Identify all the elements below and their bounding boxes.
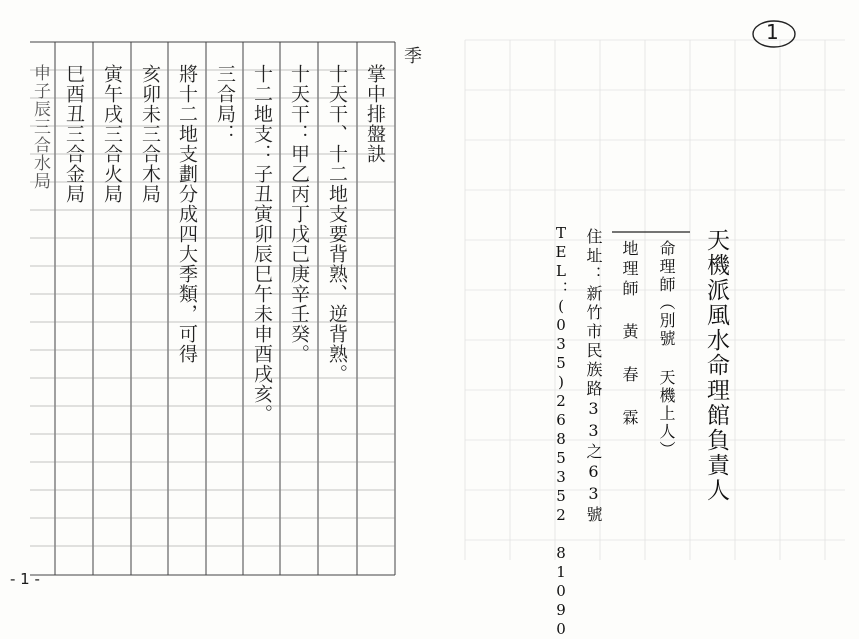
handwritten-column: 巳酉丑三合金局 — [63, 64, 85, 204]
business-title: 天機派風水命理館負責人 — [703, 228, 729, 503]
handwritten-column: 十天干、十二地支要背熟、逆背熟。 — [326, 64, 348, 384]
handwritten-column: 十天干：甲乙丙丁戊己庚辛壬癸。 — [288, 64, 310, 364]
heading-char: 季 — [401, 46, 422, 65]
handwritten-column: 掌中排盤訣 — [364, 64, 386, 164]
handwritten-column: 三合局： — [214, 64, 236, 144]
name-line: 地理師 黃 春 霖 — [620, 240, 639, 429]
handwritten-column: 將十二地支劃分成四大季類，可得 — [176, 64, 198, 364]
page-number: - 1 - — [10, 570, 40, 588]
handwritten-column: 亥卯未三合木局 — [139, 64, 161, 204]
circled-page-mark — [752, 18, 796, 46]
handwritten-column: 寅午戌三合火局 — [101, 64, 123, 204]
telephone-line: TEL：(035)2685352 81090 — [552, 224, 570, 639]
handwritten-column-cut: 申子辰三合水局 — [30, 64, 50, 190]
role-line: 命理師（別號 天機上人） — [657, 240, 676, 459]
address-line: 住址：新竹市民族路33之63號 — [584, 228, 603, 525]
handwritten-column: 十二地支：子丑寅卯辰巳午未申酉戌亥。 — [251, 64, 273, 424]
circled-page-mark-text: 1 — [766, 20, 779, 44]
